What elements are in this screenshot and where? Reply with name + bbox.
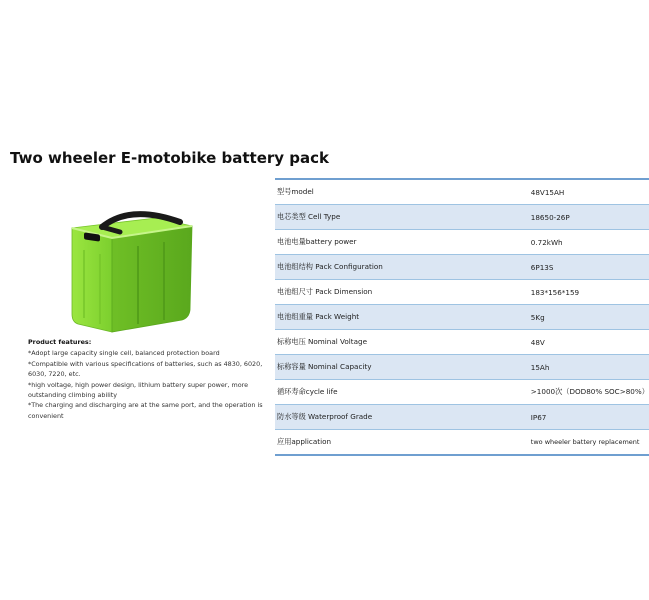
table-row	[275, 355, 649, 380]
spec-label: 电池电量battery power	[277, 237, 357, 246]
spec-label: 电池组结构 Pack Configuration	[277, 262, 383, 271]
feature-item: *Adopt large capacity single cell, balanced protection board	[28, 349, 220, 358]
spec-value: 5Kg	[530, 312, 545, 322]
table-row	[275, 430, 649, 456]
spec-value: two wheeler battery replacement	[530, 438, 640, 446]
table-row	[275, 305, 649, 330]
spec-value: 18650-26P	[530, 212, 570, 222]
spec-label: 标称容量 Nominal Capacity	[277, 362, 372, 371]
spec-label: 标称电压 Nominal Voltage	[277, 337, 368, 346]
table-row	[275, 330, 649, 355]
spec-value: 48V	[530, 337, 545, 347]
spec-value: 48V15AH	[530, 187, 565, 197]
table-row	[275, 280, 649, 305]
spec-value: 15Ah	[530, 362, 550, 372]
table-row	[275, 405, 649, 430]
spec-label: 型号model	[277, 187, 314, 196]
battery-pack-image	[60, 200, 200, 335]
spec-value: IP67	[530, 412, 547, 422]
spec-label: 应用application	[277, 437, 332, 446]
table-row	[275, 230, 649, 255]
table-row	[275, 380, 649, 405]
spec-label: 防水等级 Waterproof Grade	[277, 412, 373, 421]
table-row	[275, 179, 649, 205]
spec-label: 电池组尺寸 Pack Dimension	[277, 287, 373, 296]
spec-label: 循环寿命cycle life	[277, 387, 338, 396]
spec-label: 电芯类型 Cell Type	[277, 212, 341, 221]
page-title: Two wheeler E-motobike battery pack	[10, 149, 330, 167]
feature-item: *The charging and discharging are at the same port, and the operation is convenient	[28, 401, 263, 420]
spec-label: 电池组重量 Pack Weight	[277, 312, 360, 321]
feature-item: *Compatible with various specifications of batteries, such as 4830, 6020, 6030, 7220, etc.	[28, 359, 263, 379]
spec-value: 0.72kWh	[530, 237, 563, 247]
table-row	[275, 255, 649, 280]
spec-table	[275, 178, 649, 456]
product-features	[28, 337, 263, 421]
feature-item: *high voltage, high power design, lithium battery super power, more outstanding climbing ability	[28, 380, 249, 400]
features-heading: Product features:	[28, 338, 92, 346]
spec-value: >1000次（DOD80% SOC>80%）	[530, 387, 649, 396]
spec-value: 6P13S	[530, 262, 554, 272]
table-row	[275, 205, 649, 230]
spec-value: 183*156*159	[530, 287, 580, 297]
